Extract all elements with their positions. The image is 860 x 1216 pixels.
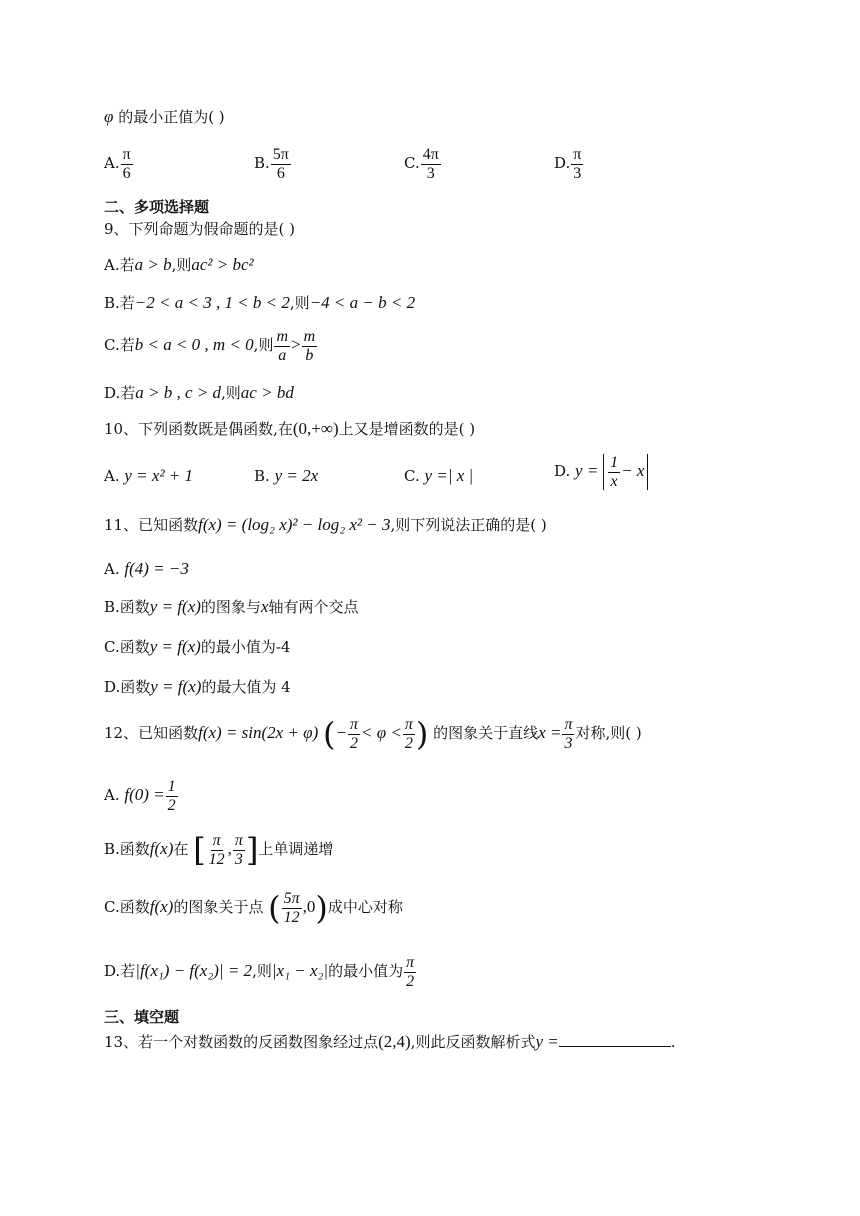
q10-option-c: C. y =| x | bbox=[404, 466, 474, 485]
q8-option-b: B. $\frac{5\pi}{6}$ bbox=[254, 146, 289, 182]
q10-option-d: D. y = $\frac{1}{x}$ − x bbox=[554, 454, 648, 490]
q9-option-d: D.若a > b , c > d,则ac > bd bbox=[104, 383, 294, 402]
q8-tail bbox=[104, 108, 225, 125]
phi-symbol: φ bbox=[104, 107, 114, 126]
q11-option-c: C.函数y = f(x)的最小值为-4 bbox=[104, 637, 291, 656]
q12-option-b: B.函数f(x)在 [ $\frac{\pi}{12}$ , $\frac{\pi}{3}$ ]上单调递增 bbox=[104, 831, 334, 870]
q10-stem: 10、下列函数既是偶函数,在(0,+∞)上又是增函数的是( ) bbox=[104, 419, 476, 438]
q8-option-d: D. $\frac{\pi}{3}$ bbox=[554, 146, 582, 182]
q11-stem: 11、已知函数f(x) = (log₂ x)² − log₂ x² − 3,则下列说法正确的是( ) bbox=[104, 515, 547, 534]
q12-option-d: D.若|f(x₁) − f(x₂)| = 2,则|x₁ − x₂|的最小值为 $\frac{\pi}{2}$ bbox=[104, 954, 415, 990]
q8-option-c: C. $\frac{4\pi}{3}$ bbox=[404, 146, 439, 182]
q10-option-b: B. y = 2x bbox=[254, 466, 319, 485]
q9-stem: 9、下列命题为假命题的是( ) bbox=[104, 220, 296, 238]
q11-option-b: B.函数y = f(x)的图象与x轴有两个交点 bbox=[104, 597, 359, 616]
q9-option-a: A.若a > b,则ac² > bc² bbox=[104, 255, 254, 274]
q12-option-c: C.函数f(x)的图象关于点 ( $\frac{5\pi}{12}$ ,0)成中心对称 bbox=[104, 889, 403, 928]
q12-stem: 12、已知函数f(x) = sin(2x + φ) (− $\frac{\pi}{2}$ < φ < $\frac{\pi}{2}$ ) 的图象关于直线x = $\frac{\pi}{3}$ 对称,则( ) bbox=[104, 715, 642, 754]
q8-option-a: A. $\frac{\pi}{6}$ bbox=[104, 146, 131, 182]
q10-option-a: A. y = x² + 1 bbox=[104, 466, 194, 485]
q12-option-a: A. f(0) = $\frac{1}{2}$ bbox=[104, 778, 176, 814]
section-heading-multiple-choice: 二、多项选择题 bbox=[104, 198, 210, 216]
abs-value-bars: $\frac{1}{x}$ − x bbox=[603, 454, 648, 490]
q9-option-b: B.若−2 < a < 3 , 1 < b < 2,则−4 < a − b < 2 bbox=[104, 293, 416, 312]
q9-option-c: C.若b < a < 0 , m < 0,则 $\frac{m}{a}$ > $\frac{m}{b}$ bbox=[104, 328, 316, 364]
q8-tail-text: 的最小正值为( ) bbox=[118, 108, 225, 126]
q11-option-a: A. f(4) = −3 bbox=[104, 559, 189, 578]
q11-option-d: D.函数y = f(x)的最大值为 4 bbox=[104, 677, 291, 696]
q13-stem: 13、若一个对数函数的反函数图象经过点(2,4),则此反函数解析式y = . bbox=[104, 1032, 676, 1051]
section-heading-fill-in: 三、填空题 bbox=[104, 1008, 180, 1026]
answer-blank[interactable] bbox=[559, 1032, 671, 1047]
